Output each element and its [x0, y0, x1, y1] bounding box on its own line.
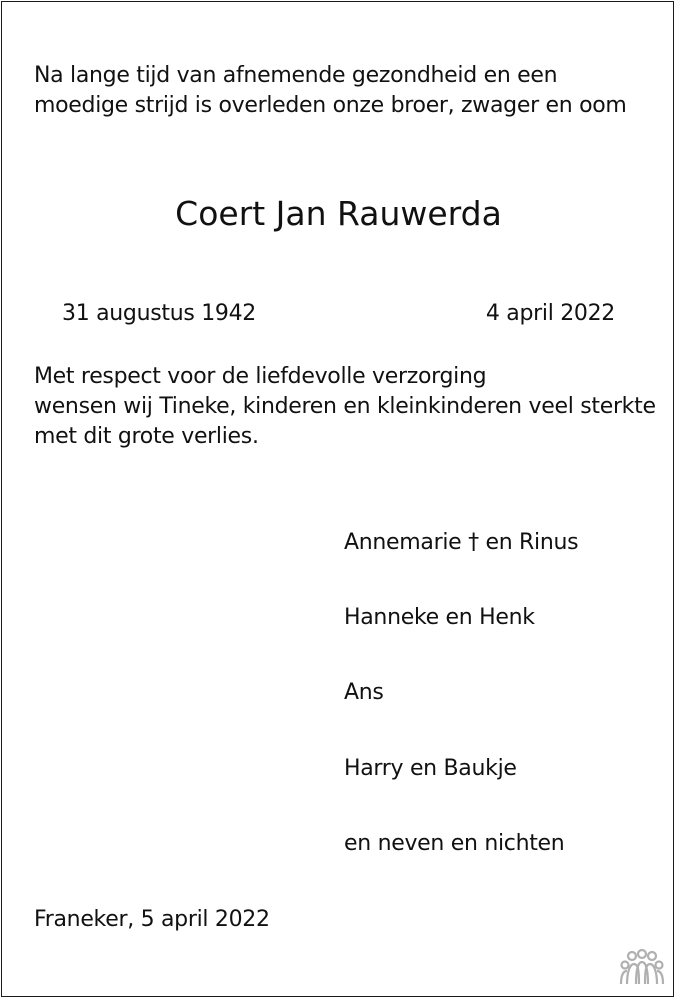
intro-line: Na lange tijd van afnemende gezondheid en een [34, 63, 558, 88]
signatory: Hanneke en Henk [344, 605, 535, 630]
signatory: Ans [344, 680, 384, 705]
signatory: en neven en nichten [344, 831, 565, 856]
death-date: 4 april 2022 [485, 301, 615, 326]
message-line: Met respect voor de liefdevolle verzorging [34, 364, 487, 389]
signatory: Harry en Baukje [344, 756, 517, 781]
intro-line: moedige strijd is overleden onze broer, zwager en oom [34, 93, 627, 118]
place-and-date: Franeker, 5 april 2022 [34, 907, 270, 932]
message-line: met dit grote verlies. [34, 424, 259, 449]
condolence-message [34, 362, 656, 452]
birth-date: 31 augustus 1942 [62, 301, 256, 326]
notice-border [1, 1, 674, 997]
deceased-name: Coert Jan Rauwerda [175, 194, 502, 233]
intro-text [34, 61, 627, 121]
people-group-icon [617, 948, 667, 988]
message-line: wensen wij Tineke, kinderen en kleinkinderen veel sterkte [34, 394, 656, 419]
signatory: Annemarie † en Rinus [344, 530, 579, 555]
